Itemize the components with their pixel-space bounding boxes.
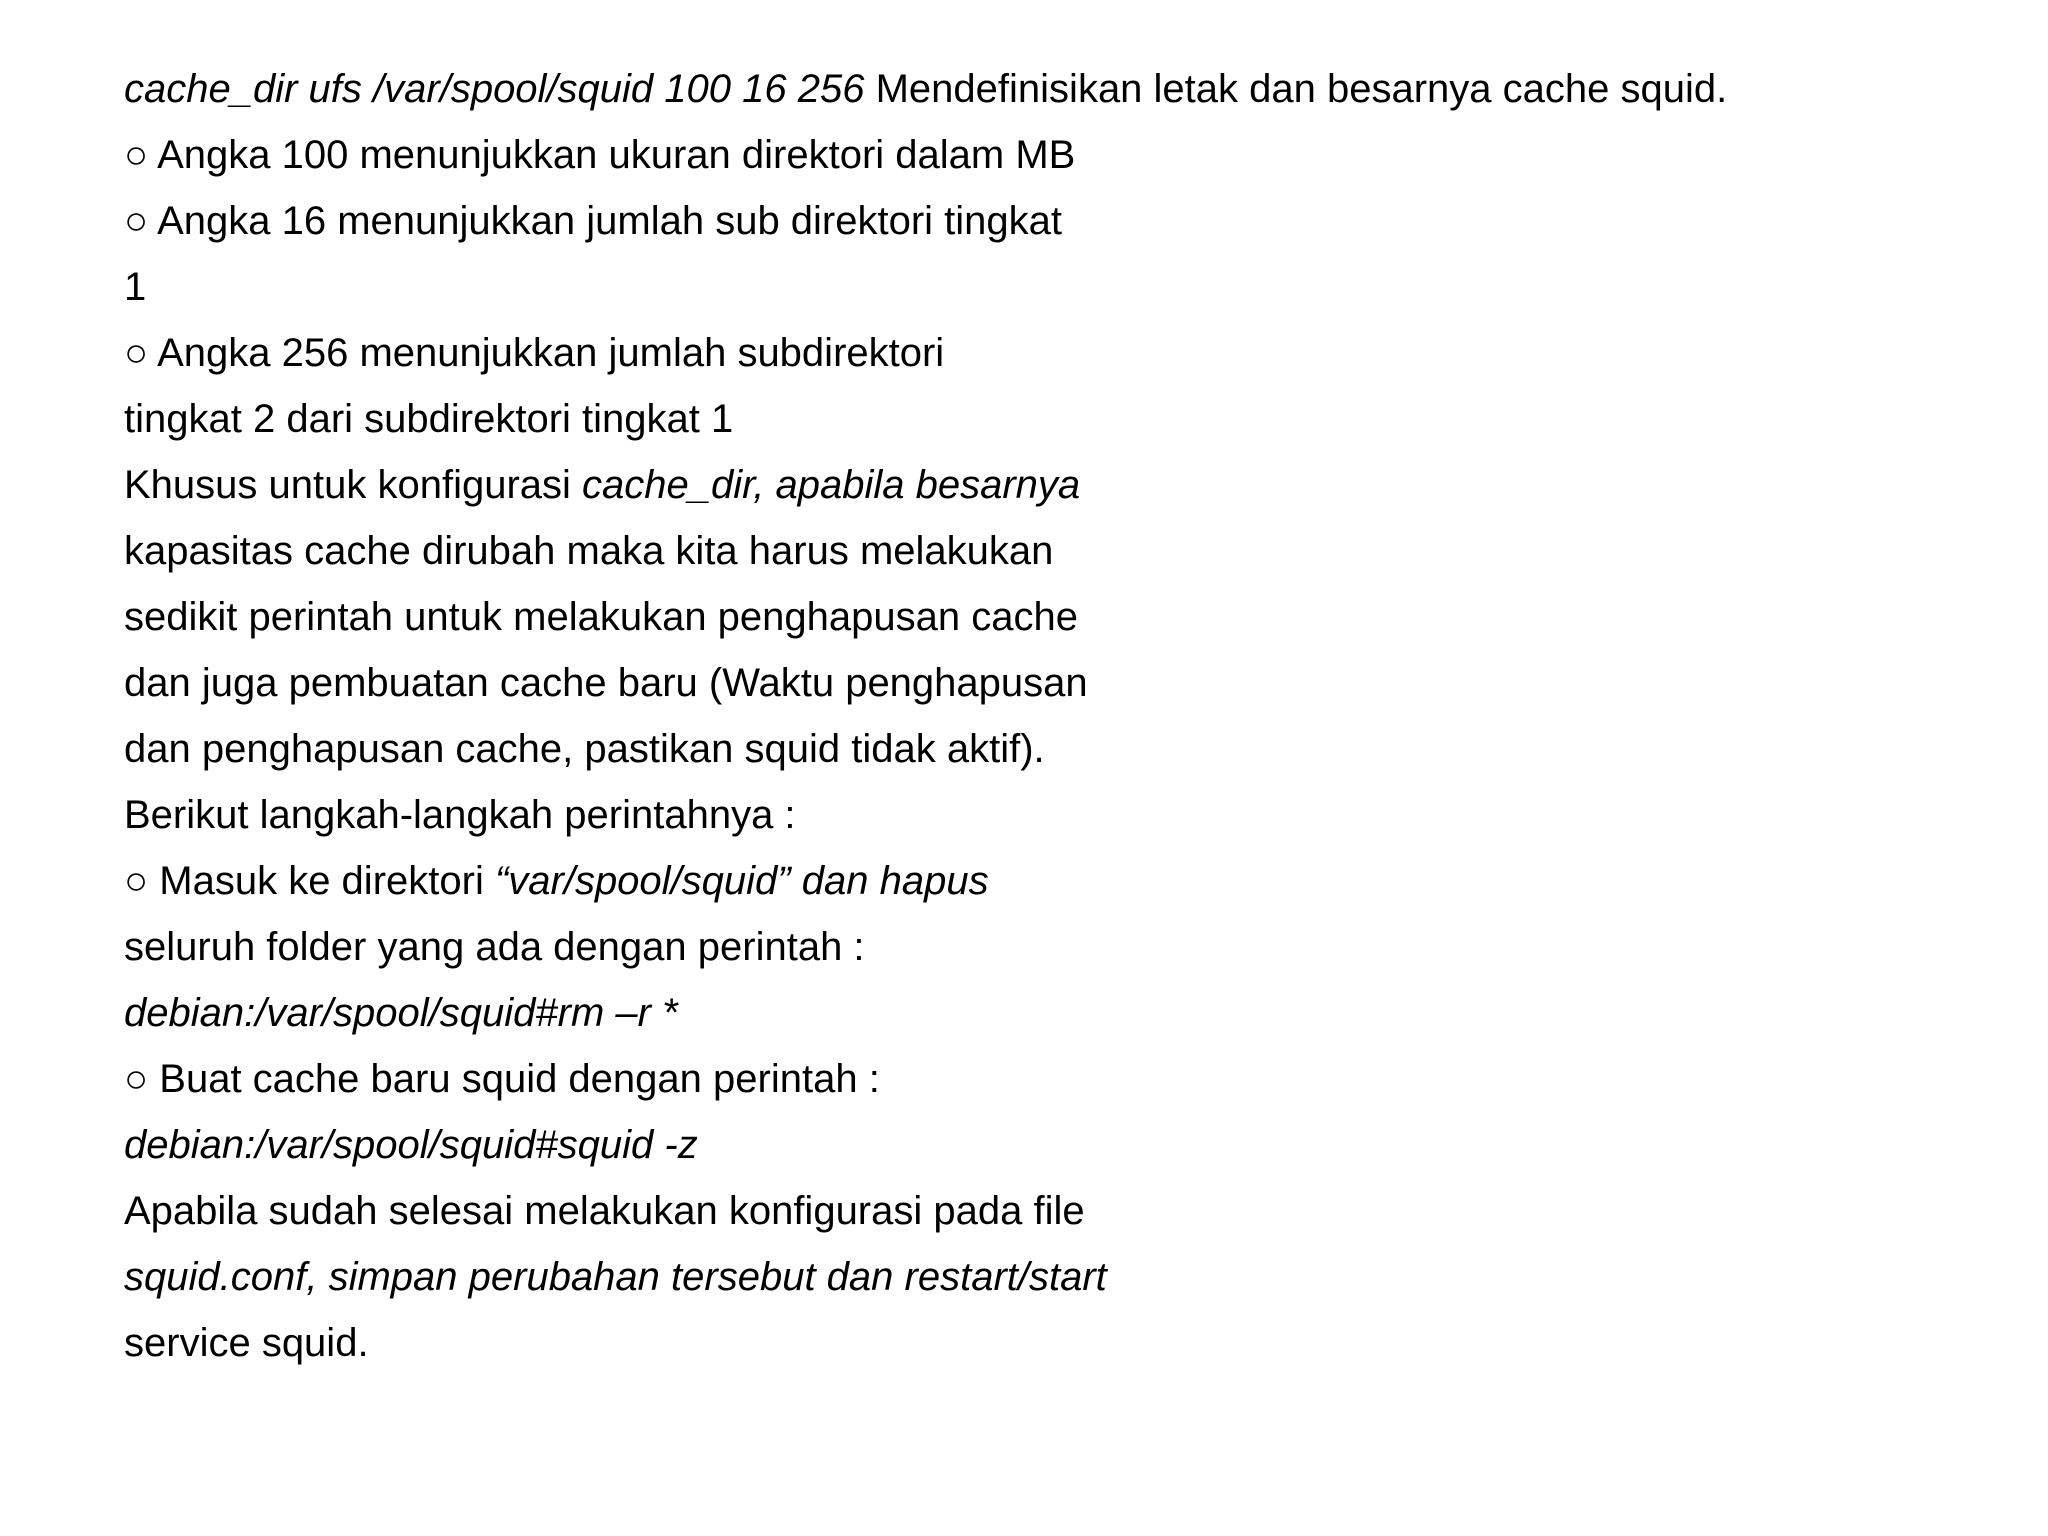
italic-span: cache_dir, apabila besarnya — [582, 463, 1081, 507]
text-line — [124, 650, 2004, 716]
body-text — [124, 56, 2004, 1376]
text-line — [124, 452, 2004, 518]
text-span: ○ Buat cache baru squid dengan perintah : — [124, 1057, 880, 1101]
text-span: service squid. — [124, 1321, 369, 1365]
text-line — [124, 386, 2004, 452]
text-line — [124, 1244, 2004, 1310]
text-line — [124, 716, 2004, 782]
text-span: ○ Angka 100 menunjukkan ukuran direktori dalam MB — [124, 133, 1076, 177]
command-line — [124, 1112, 2004, 1178]
text-span: ○ Angka 256 menunjukkan jumlah subdirektori — [124, 331, 945, 375]
bullet-line — [124, 188, 2004, 254]
italic-span: squid.conf, simpan perubahan tersebut dan restart/start — [124, 1255, 1107, 1299]
bullet-line — [124, 320, 2004, 386]
text-span: seluruh folder yang ada dengan perintah : — [124, 925, 865, 969]
command-span: debian:/var/spool/squid#rm –r * — [124, 991, 678, 1035]
text-span: kapasitas cache dirubah maka kita harus melakukan — [124, 529, 1054, 573]
code-span: cache_dir ufs /var/spool/squid 100 16 256 — [124, 67, 865, 111]
text-span: tingkat 2 dari subdirektori tingkat 1 — [124, 397, 734, 441]
command-span: debian:/var/spool/squid#squid -z — [124, 1123, 698, 1167]
text-span: 1 — [124, 265, 147, 309]
text-line — [124, 1310, 2004, 1376]
text-span: dan penghapusan cache, pastikan squid tidak aktif). — [124, 727, 1045, 771]
text-line — [124, 254, 2004, 320]
text-line — [124, 1178, 2004, 1244]
text-span: Apabila sudah selesai melakukan konfigurasi pada file — [124, 1189, 1085, 1233]
text-span: Mendefinisikan letak dan besarnya cache squid. — [864, 67, 1728, 111]
text-line — [124, 782, 2004, 848]
text-span: Berikut langkah-langkah perintahnya : — [124, 793, 796, 837]
text-span: ○ Angka 16 menunjukkan jumlah sub direktori tingkat — [124, 199, 1063, 243]
text-line — [124, 56, 2004, 122]
text-span: sedikit perintah untuk melakukan penghapusan cache — [124, 595, 1078, 639]
bullet-line — [124, 848, 2004, 914]
text-span: Khusus untuk konfigurasi — [124, 463, 583, 507]
text-span: dan juga pembuatan cache baru (Waktu penghapusan — [124, 661, 1088, 705]
text-line — [124, 914, 2004, 980]
bullet-line — [124, 122, 2004, 188]
text-line — [124, 518, 2004, 584]
text-line — [124, 584, 2004, 650]
text-span: ○ Masuk ke direktori — [124, 859, 495, 903]
italic-span: “var/spool/squid” dan hapus — [494, 859, 989, 903]
bullet-line — [124, 1046, 2004, 1112]
command-line — [124, 980, 2004, 1046]
